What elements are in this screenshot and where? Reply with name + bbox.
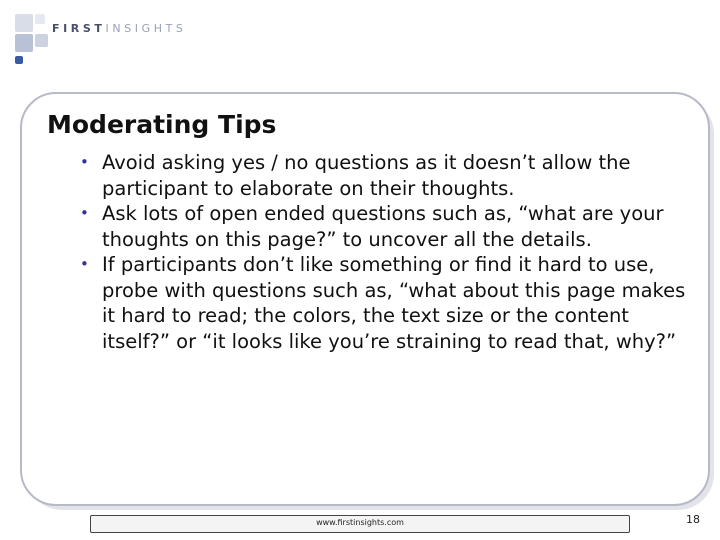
bullet-text: If participants don’t like something or find it hard to use, probe with questions such as, “what about this page makes it hard to read; the colors, the text size or the content itself?” or “it looks like you’re straining to read that, why?” bbox=[102, 253, 686, 353]
page-number: 18 bbox=[686, 513, 700, 526]
footer-url[interactable]: www.firstinsights.com bbox=[316, 518, 404, 527]
slide-title: Moderating Tips bbox=[47, 110, 277, 139]
bullet-icon: • bbox=[80, 153, 89, 171]
bullet-icon: • bbox=[80, 255, 89, 273]
logo-text-insights: INSIGHTS bbox=[105, 22, 187, 35]
logo-text bbox=[52, 22, 187, 35]
bullet-text: Ask lots of open ended questions such as, “what are your thoughts on this page?” to uncover all the details. bbox=[102, 202, 664, 251]
logo-square bbox=[15, 34, 33, 52]
logo-square bbox=[15, 56, 23, 64]
bullet-item bbox=[78, 150, 696, 201]
footer-bar bbox=[90, 515, 630, 533]
logo-square bbox=[15, 14, 33, 32]
logo-text-first: FIRST bbox=[52, 22, 106, 35]
bullet-list bbox=[78, 150, 696, 354]
bullet-text: Avoid asking yes / no questions as it doesn’t allow the participant to elaborate on their thoughts. bbox=[102, 151, 631, 200]
company-logo bbox=[12, 12, 212, 68]
bullet-item bbox=[78, 252, 696, 354]
logo-square bbox=[35, 14, 45, 24]
bullet-item bbox=[78, 201, 696, 252]
logo-square bbox=[35, 34, 48, 47]
bullet-icon: • bbox=[80, 204, 89, 222]
